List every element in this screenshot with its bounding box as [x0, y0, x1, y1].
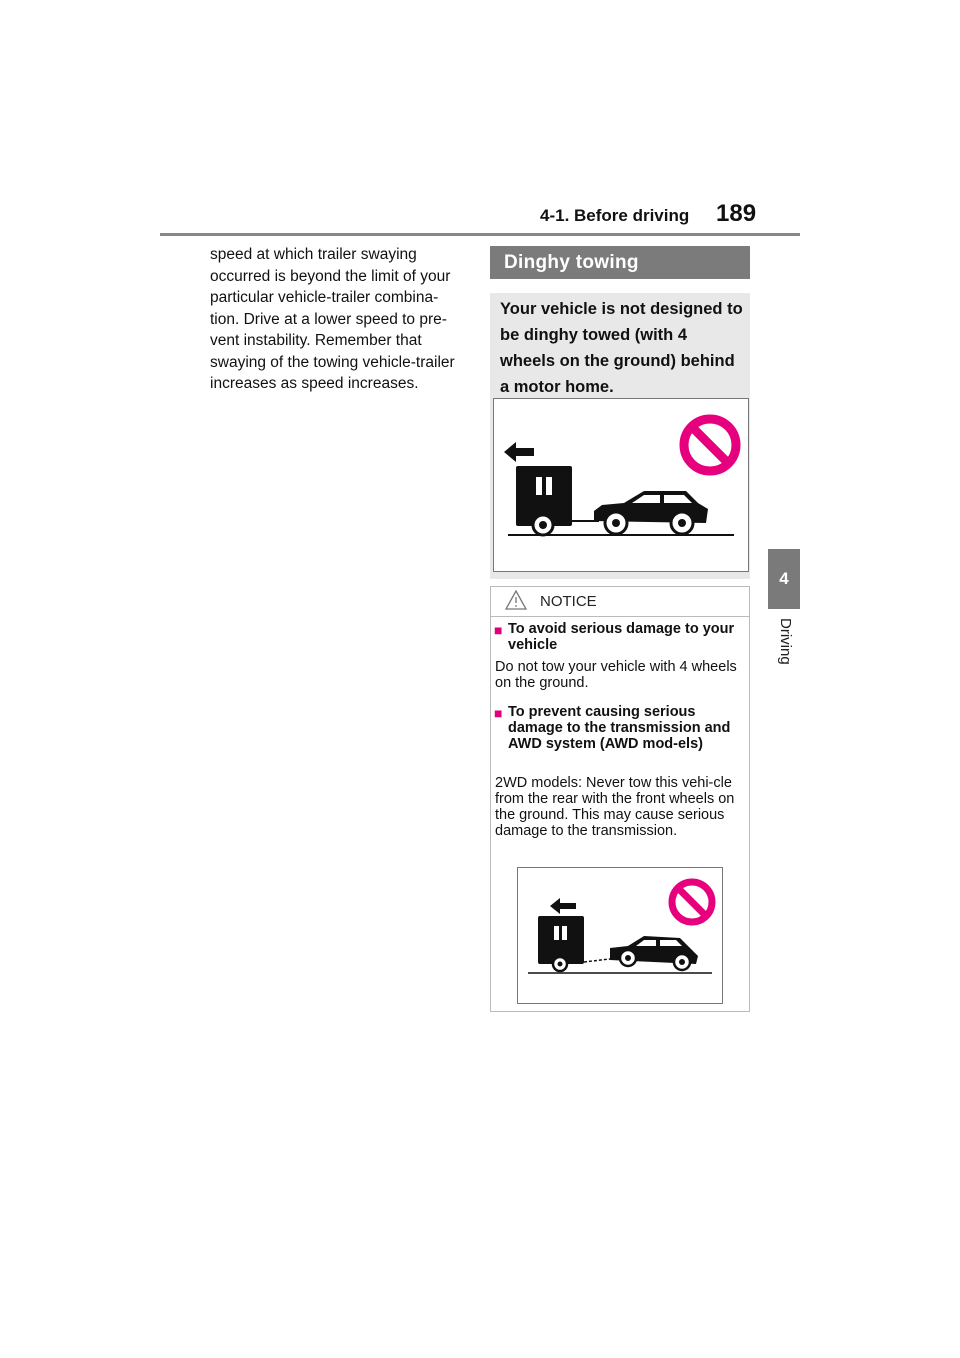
chapter-label [766, 618, 802, 678]
notice-item-body: Do not tow your vehicle with 4 wheels on the ground. [495, 659, 737, 691]
notice-divider [490, 616, 750, 617]
rear-towing-figure [517, 867, 723, 1004]
dinghy-towing-heading: Dinghy towing [490, 246, 750, 279]
notice-label: NOTICE [540, 593, 597, 610]
notice-item-body: 2WD models: Never tow this vehi-cle from the rear with the front wheels on the ground. This may cause serious damage to the transmission. [495, 775, 735, 839]
notice-item-heading: ■ To avoid serious damage to your vehicle [494, 621, 735, 653]
suv-car-icon [594, 491, 708, 534]
chapter-tab[interactable]: 4 [768, 549, 800, 609]
prohibited-icon [684, 419, 736, 471]
prohibited-icon [672, 882, 712, 922]
arrow-left-icon [504, 442, 534, 462]
page-number: 189 [716, 200, 757, 227]
body-paragraph: speed at which trailer swaying occurred is beyond the limit of your particular vehicle-trailer combina-tion. Drive at a lower speed to pre-vent instability. Remember that swaying of the towing vehicle-trailer increases as speed increases. [210, 246, 455, 392]
header-rule [160, 233, 800, 236]
motor-home-icon [538, 916, 618, 971]
bullet-square-icon: ■ [494, 622, 503, 638]
dinghy-towing-figure [493, 398, 749, 572]
warning-triangle-icon [505, 590, 527, 610]
dinghy-towing-illustration [494, 399, 748, 571]
chapter-label-text: Driving [777, 618, 794, 665]
suv-car-icon [610, 936, 698, 970]
dinghy-statement: Your vehicle is not designed to be dinghy towed (with 4 wheels on the ground) behind a motor home. [500, 300, 743, 396]
rear-towing-illustration [518, 868, 722, 1003]
bullet-square-icon: ■ [494, 705, 503, 721]
section-title: 4-1. Before driving [540, 206, 690, 225]
motor-home-icon [516, 466, 599, 535]
arrow-left-icon [550, 898, 576, 914]
notice-item-heading: ■ To prevent causing serious damage to the transmission and AWD system (AWD mod-els) [494, 704, 731, 752]
